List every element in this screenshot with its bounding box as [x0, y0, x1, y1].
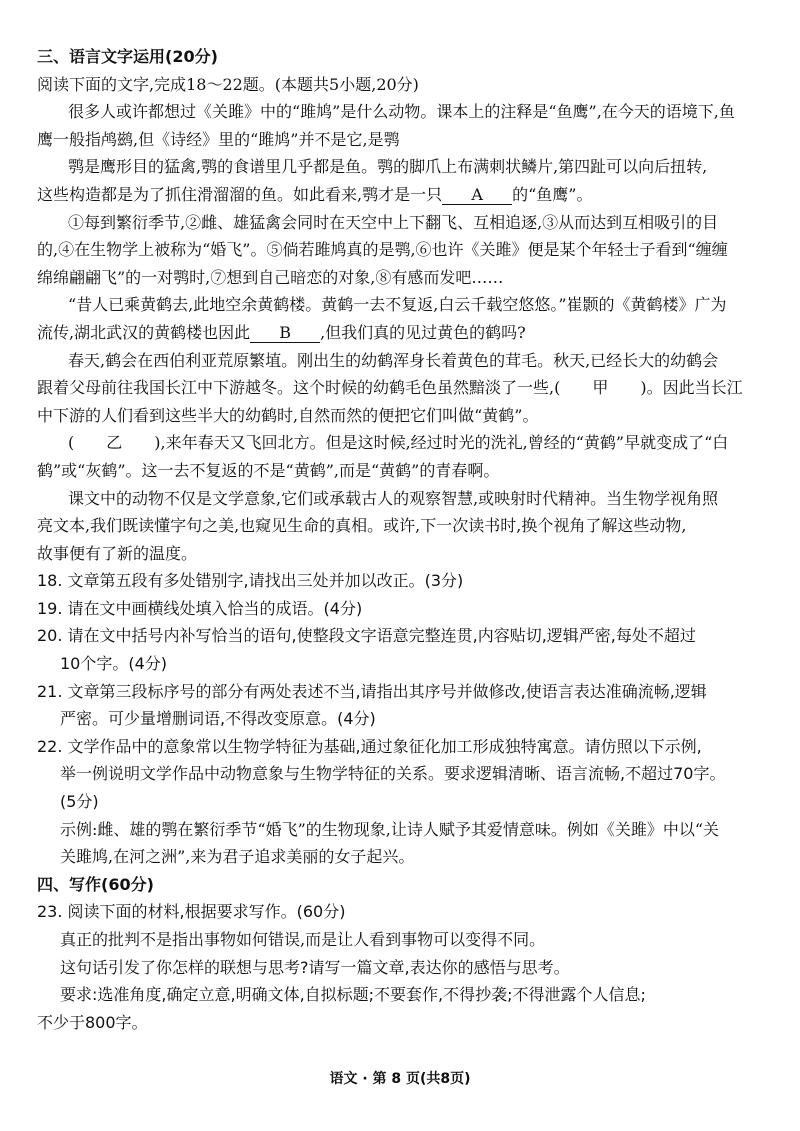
passage-p4-line2-tail: ,但我们真的见过黄色的鹤吗? — [320, 322, 526, 342]
passage-p4-line1: “昔人已乘黄鹤去,此地空余黄鹤楼。黄鹤一去不复返,白云千载空悠悠。”崔颢的《黄鹤楼》广为 — [68, 295, 727, 315]
passage-p4-line2 — [37, 322, 772, 350]
passage-p6-line2: 鹤”或“灰鹤”。这一去不复返的不是“黄鹤”,而是“黄鹤”的青春啊。 — [37, 460, 500, 480]
passage-p2-line2-text: 这些构造都是为了抓住滑溜溜的鱼。如此看来,鹗才是一只 — [37, 184, 443, 204]
passage-p1-line1: 很多人或许都想过《关雎》中的“雎鸠”是什么动物。课本上的注释是“鱼鹰”,在今天的语境下,鱼 — [68, 102, 735, 122]
question-18: 18. 文章第五段有多处错别字,请找出三处并加以改正。(3分) — [37, 571, 464, 591]
question-21-line2: 严密。可少量增删词语,不得改变原意。(4分) — [60, 709, 376, 729]
passage-p2-line2-tail: 的“鱼鹰”。 — [512, 184, 593, 204]
writing-prompt: 这句话引发了你怎样的联想与思考?请写一篇文章,表达你的感悟与思考。 — [60, 957, 570, 977]
question-23: 23. 阅读下面的材料,根据要求写作。(60分) — [37, 902, 346, 922]
passage-p4-line2-text: 流传,湖北武汉的黄鹤楼也因此 — [37, 322, 251, 342]
section-4-title: 四、写作(60分) — [37, 874, 154, 894]
example-line1: 示例:雌、雄的鹗在繁衍季节“婚飞”的生物现象,让诗人赋予其爱情意味。例如《关雎》中以“关 — [60, 819, 720, 839]
page-footer: 语文 · 第 8 页(共8页) — [329, 1071, 471, 1087]
question-22-line3: (5分) — [60, 792, 99, 812]
blank-b: B — [250, 324, 320, 343]
passage-p5-line3: 中下游的人们看到这些半大的幼鹤时,自然而然的便把它们叫做“黄鹤”。 — [37, 405, 539, 425]
writing-material: 真正的批判不是指出事物如何错误,而是让人看到事物可以变得不同。 — [60, 930, 546, 949]
example-line2: 关雎鸠,在河之洲”,来为君子追求美丽的女子起兴。 — [60, 847, 415, 867]
question-20-line2: 10个字。(4分) — [60, 654, 168, 674]
writing-requirements-line1: 要求:选准角度,确定立意,明确文体,自拟标题;不要套作,不得抄袭;不得泄露个人信息; — [60, 985, 646, 1005]
section-3-title: 三、语言文字运用(20分) — [37, 47, 218, 66]
question-21-line1: 21. 文章第三段标序号的部分有两处表述不当,请指出其序号并做修改,使语言表达准确流畅,逻辑 — [37, 681, 707, 701]
question-19: 19. 请在文中画横线处填入恰当的成语。(4分) — [37, 598, 363, 618]
passage-p7-line3: 故事便有了新的温度。 — [37, 543, 198, 563]
blank-a: A — [442, 186, 512, 205]
passage-p5-line2: 跟着父母前往我国长江中下游越冬。这个时候的幼鹤毛色虽然黯淡了一些,( 甲 )。因此当长江 — [37, 378, 743, 398]
passage-p7-line2: 亮文本,我们既读懂字句之美,也窥见生命的真相。或许,下一次读书时,换个视角了解这些动物, — [37, 516, 687, 536]
passage-p2-line2 — [37, 184, 772, 212]
page-content — [37, 46, 772, 1039]
question-22-line2: 举一例说明文学作品中动物意象与生物学特征的关系。要求逻辑清晰、语言流畅,不超过70字。 — [60, 764, 726, 784]
passage-p6-line1: ( 乙 ),来年春天又飞回北方。但是这时候,经过时光的洗礼,曾经的“黄鹤”早就变成了“白 — [68, 433, 729, 453]
writing-requirements-line2: 不少于800字。 — [37, 1012, 148, 1032]
passage-p3-line3: 绵绵翩翩飞”的一对鹗时,⑦想到自己暗恋的对象,⑧有感而发吧…… — [37, 267, 504, 287]
passage-p1-line2: 鹰一般指鸬鹚,但《诗经》里的“雎鸠”并不是它,是鹗 — [37, 129, 400, 149]
passage-p7-line1: 课文中的动物不仅是文学意象,它们或承载古人的观察智慧,或映射时代精神。当生物学视角照 — [68, 488, 719, 508]
section-3-instruction: 阅读下面的文字,完成18～22题。(本题共5小题,20分) — [37, 74, 419, 94]
passage-p3-line2: 的,④在生物学上被称为“婚飞”。⑤倘若雎鸠真的是鹗,⑥也许《关雎》便是某个年轻士子看到“缠缠 — [37, 240, 728, 260]
question-20-line1: 20. 请在文中括号内补写恰当的语句,使整段文字语意完整连贯,内容贴切,逻辑严密,每处不超过 — [37, 626, 696, 646]
passage-p2-line1: 鹗是鹰形目的猛禽,鹗的食谱里几乎都是鱼。鹗的脚爪上布满刺状鳞片,第四趾可以向后扭转, — [68, 157, 708, 177]
question-22-line1: 22. 文学作品中的意象常以生物学特征为基础,通过象征化加工形成独特寓意。请仿照以下示例, — [37, 736, 702, 756]
passage-p3-line1: ①每到繁衍季节,②雌、雄猛禽会同时在天空中上下翻飞、互相追逐,③从而达到互相吸引的目 — [68, 212, 719, 232]
passage-p5-line1: 春天,鹤会在西伯利亚荒原繁埴。刚出生的幼鹤浑身长着黄色的茸毛。秋天,已经长大的幼鹤会 — [68, 350, 719, 370]
